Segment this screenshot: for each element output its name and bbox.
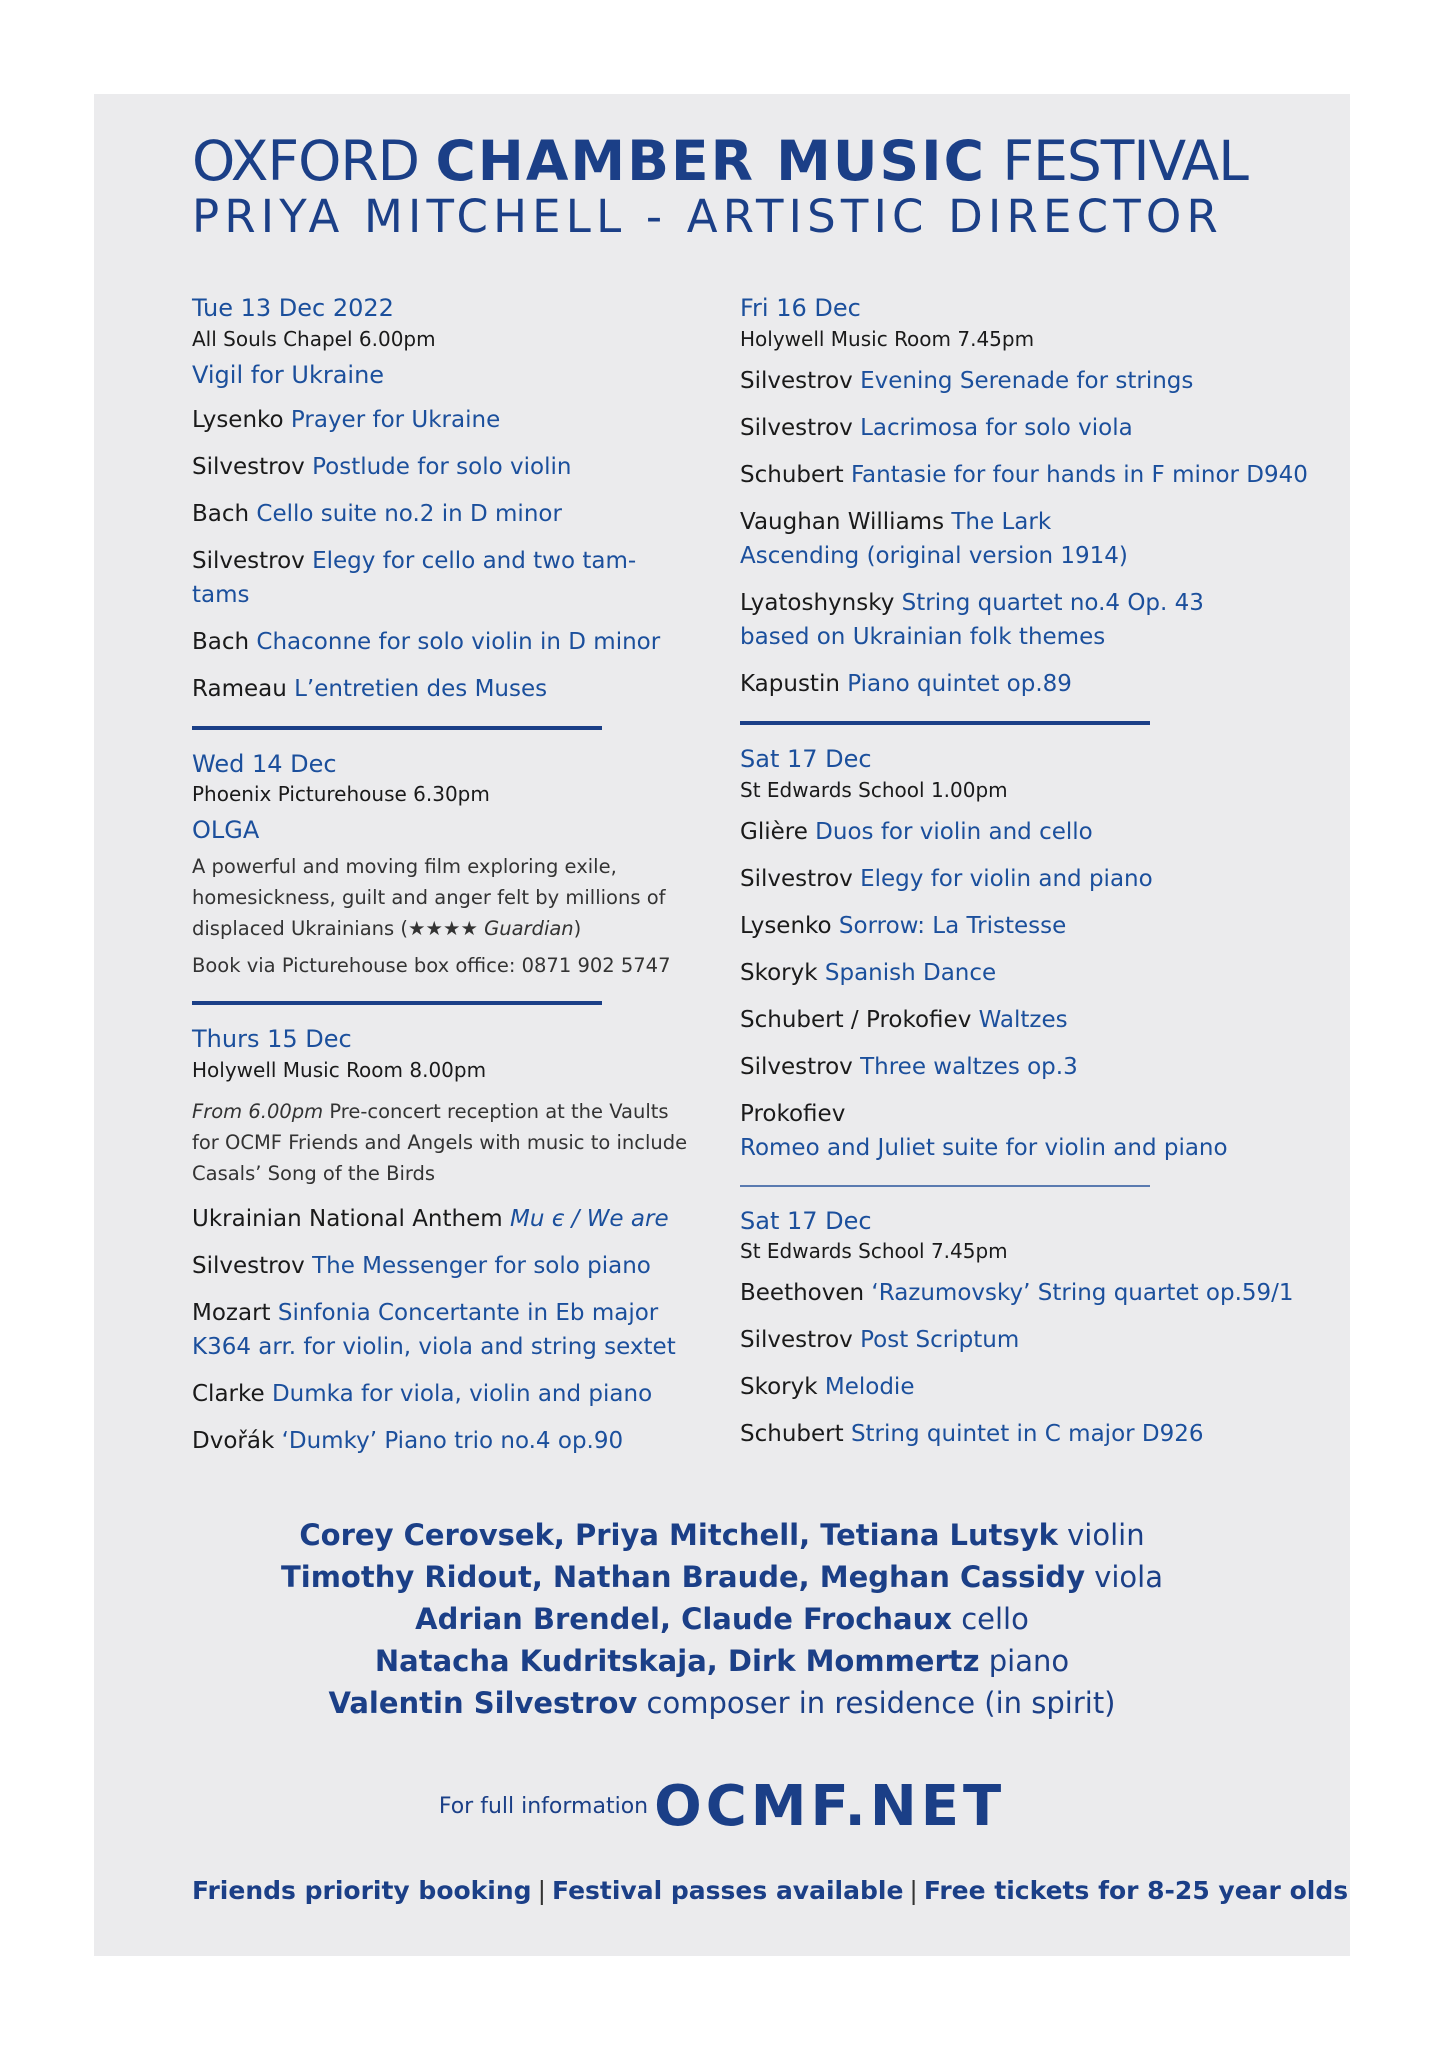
website-link[interactable]: OCMF.NET [654,1774,1006,1839]
program-item: Schubert Fantasie for four hands in F minor D940 [740,461,1308,488]
title-chamber-music: CHAMBER MUSIC [435,129,986,193]
program-item: Bach Cello suite no.2 in D minor [192,500,562,527]
performer-line: Adrian Brendel, Claude Frochaux cello [415,1602,1029,1636]
footer-bar [192,1876,1348,1905]
friends-booking: Friends priority booking [192,1876,532,1905]
title-festival: FESTIVAL [985,129,1248,193]
program-item: Silvestrov Postlude for solo violin [192,453,572,480]
event-venue: Holywell Music Room 8.00pm [192,1057,487,1082]
left-column [192,294,692,1458]
program-item: Silvestrov Lacrimosa for solo viola [740,414,1133,441]
event-subtitle: Vigil for Ukraine [192,360,385,389]
program-item: Vaughan Williams The Lark Ascending (original version 1914) [740,508,1128,569]
info-label: For full information [438,1794,649,1819]
event-day: Fri 16 Dec [740,294,861,322]
reception-note: From 6.00pm Pre-concert reception at the Vaults for OCMF Friends and Angels with music to include Casals’ Song of the Birds [192,1099,688,1185]
program-item: Rameau L’entretien des Muses [192,675,548,702]
program-item: Dvořák ‘Dumky’ Piano trio no.4 op.90 [192,1427,624,1454]
program-item: Ukrainian National Anthem Mu є / We are [192,1205,669,1232]
program-item: Schubert String quintet in C major D926 [740,1421,1204,1448]
performer-line: Corey Cerovsek, Priya Mitchell, Tetiana Lutsyk violin [299,1518,1145,1552]
event-day: Wed 14 Dec [192,749,337,778]
program-item: Skoryk Melodie [740,1374,915,1401]
festival-title [192,129,1248,193]
film-description: A powerful and moving film exploring exile, homesickness, guilt and anger felt by millions of displaced Ukrainians (★★★★ Guardian) [192,855,666,941]
performer-line: Timothy Ridout, Nathan Braude, Meghan Cassidy viola [280,1560,1163,1594]
program-item: Skoryk Spanish Dance [740,959,997,986]
program-item: Glière Duos for violin and cello [740,818,1093,845]
event-venue: All Souls Chapel 6.00pm [192,326,436,351]
free-tickets: Free tickets for 8-25 year olds [923,1876,1349,1905]
program-item: Silvestrov Elegy for violin and piano [740,865,1153,892]
program-item: Kapustin Piano quintet op.89 [740,670,1072,697]
program-item: Silvestrov Evening Serenade for strings [740,367,1194,394]
program-item: Bach Chaconne for solo violin in D minor [192,628,661,655]
program-item: Silvestrov The Messenger for solo piano [192,1252,651,1279]
program-item: Silvestrov Post Scriptum [740,1327,1020,1354]
program-item: Silvestrov Three waltzes op.3 [740,1053,1078,1080]
divider [192,1001,602,1005]
program-item: Beethoven ‘Razumovsky’ String quartet op.59/1 [740,1280,1294,1307]
performer-line: Natacha Kudritskaja, Dirk Mommertz piano [374,1644,1070,1678]
event-venue: Phoenix Picturehouse 6.30pm [192,782,490,807]
divider [740,721,1150,725]
poster-panel [94,94,1350,1956]
festival-passes: Festival passes available [552,1876,904,1905]
separator: | [537,1876,547,1905]
performer-line: Valentin Silvestrov composer in residence (in spirit) [328,1686,1116,1720]
event-venue: St Edwards School 1.00pm [740,777,1008,802]
event-venue: Holywell Music Room 7.45pm [740,326,1035,351]
event-day: Sat 17 Dec [740,744,872,773]
event-day: Thurs 15 Dec [192,1025,352,1054]
divider [740,1185,1150,1187]
divider [192,726,602,730]
title-oxford: OXFORD [192,129,436,193]
program-item: Mozart Sinfonia Concertante in Eb major K364 arr. for violin, viola and string sextet [192,1299,676,1360]
program-item: Silvestrov Elegy for cello and two tam-tams [192,547,637,608]
right-column [740,294,1330,1451]
separator: | [909,1876,918,1905]
program-item: Schubert / Prokofiev Waltzes [740,1006,1068,1033]
program-item: Lyatoshynsky String quartet no.4 Op. 43 based on Ukrainian folk themes [740,589,1204,650]
artistic-director: PRIYA MITCHELL - ARTISTIC DIRECTOR [192,190,1223,243]
booking-info: Book via Picturehouse box office: 0871 902 5747 [192,954,671,978]
program-item: Prokofiev Romeo and Juliet suite for violin and piano [740,1100,1228,1161]
event-day: Tue 13 Dec 2022 [192,294,394,322]
performers-list [94,1514,1350,1724]
program-item: Lysenko Prayer for Ukraine [192,406,501,433]
program-item: Lysenko Sorrow: La Tristesse [740,912,1067,939]
event-day: Sat 17 Dec [740,1206,872,1235]
program-item: Clarke Dumka for viola, violin and piano [192,1380,653,1407]
event-venue: St Edwards School 7.45pm [740,1239,1008,1264]
full-information [94,1774,1350,1839]
event-subtitle: OLGA [192,816,260,845]
